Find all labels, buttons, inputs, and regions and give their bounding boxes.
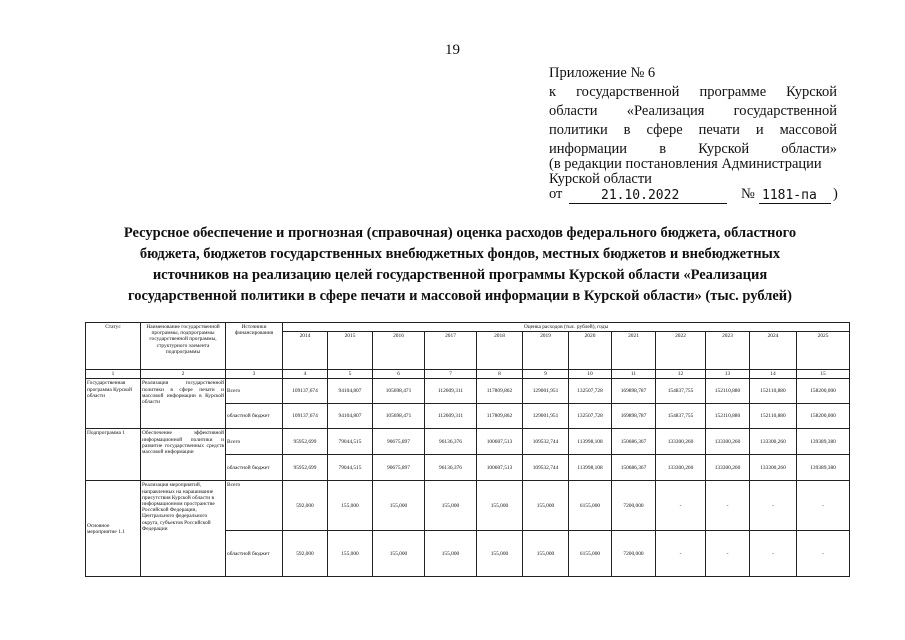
value-cell: 105698,471 [373,404,425,429]
row-source: Всего [226,429,283,455]
value-cell: 6155,000 [569,481,612,531]
row-name: Реализация государственной политики в сфере печати и массовой информации в Курской области [141,379,226,429]
col-number: 13 [706,370,750,379]
value-cell: 152110,880 [750,404,797,429]
value-cell: 169898,787 [612,404,656,429]
table-row [86,481,850,531]
value-cell: 139389,380 [797,455,850,481]
header-status: Статус [86,323,141,370]
value-cell: 155,000 [328,481,373,531]
value-cell: 95952,699 [283,429,328,455]
value-cell: 100607,513 [477,455,523,481]
value-cell: 90675,897 [373,455,425,481]
value-cell: 152110,880 [706,379,750,404]
value-cell: 152110,880 [706,404,750,429]
value-cell: 154837,755 [656,379,706,404]
value-cell: 94104,807 [328,379,373,404]
column-number-row [86,370,850,379]
number-prefix: № [741,186,755,202]
value-cell: 79044,515 [328,455,373,481]
appendix-revision-1: (в редакции постановления Администрации [549,156,822,172]
value-cell: 155,000 [477,481,523,531]
col-number: 14 [750,370,797,379]
value-cell: 155,000 [477,531,523,577]
document-heading [100,223,820,307]
value-cell: 154837,755 [656,404,706,429]
year-cell: 2024 [750,332,797,370]
value-cell: 133300,260 [750,455,797,481]
value-cell: 129001,951 [523,379,569,404]
year-cell: 2023 [706,332,750,370]
value-cell: 105698,471 [373,379,425,404]
value-cell: - [750,481,797,531]
value-cell: 117809,862 [477,404,523,429]
value-cell: 7200,000 [612,481,656,531]
year-cell: 2018 [477,332,523,370]
value-cell: - [706,531,750,577]
row-name: Обеспечение эффективной информационной политики и развитие государственных средств массовой информации [141,429,226,481]
value-cell: 150686,367 [612,455,656,481]
row-source: областной бюджет [226,455,283,481]
value-cell: 150686,367 [612,429,656,455]
year-cell: 2020 [569,332,612,370]
document-date: 21.10.2022 [601,188,680,203]
table-row [86,379,850,404]
col-number: 3 [226,370,283,379]
document-number: 1181-па [762,188,817,203]
col-number: 1 [86,370,141,379]
date-prefix: от [549,186,563,202]
value-cell: 169898,787 [612,379,656,404]
value-cell: 139389,380 [797,429,850,455]
value-cell: 113998,108 [569,429,612,455]
value-cell: 133300,260 [656,455,706,481]
value-cell: - [750,531,797,577]
value-cell: 592,000 [283,481,328,531]
value-cell: 100607,513 [477,429,523,455]
value-cell: 133300,260 [706,455,750,481]
value-cell: - [797,481,850,531]
year-cell: 2019 [523,332,569,370]
row-status: Основное мероприятие 1.1 [86,481,141,577]
value-cell: 109532,744 [523,429,569,455]
year-cell: 2022 [656,332,706,370]
value-cell: 113998,108 [569,455,612,481]
value-cell: - [706,481,750,531]
row-name: Реализация мероприятий, направленных на нарашивание присутствия Курской области в информационном пространстве Российской Федерации, Центрального федерального округа, субъектов Российской Федерации [141,481,226,577]
value-cell: 155,000 [523,531,569,577]
col-number: 2 [141,370,226,379]
value-cell: 6155,000 [569,531,612,577]
value-cell: 109137,674 [283,379,328,404]
value-cell: 7200,000 [612,531,656,577]
year-cell: 2025 [797,332,850,370]
value-cell: 96136,376 [425,429,477,455]
value-cell: 96136,376 [425,455,477,481]
year-cell: 2017 [425,332,477,370]
row-source: Всего [226,379,283,404]
value-cell: 155,000 [373,531,425,577]
value-cell: - [656,531,706,577]
appendix-line-3: политики в сфере печати и массовой [549,122,837,138]
number-underline [759,203,831,204]
col-number: 10 [569,370,612,379]
value-cell: 132507,728 [569,379,612,404]
value-cell: 155,000 [425,481,477,531]
row-status: Подпрограмма 1 [86,429,141,481]
value-cell: 155,000 [425,531,477,577]
value-cell: 109532,744 [523,455,569,481]
table-row [86,429,850,455]
appendix-line-4: информации в Курской области» [549,141,837,157]
col-number: 7 [425,370,477,379]
value-cell: 90675,897 [373,429,425,455]
value-cell: 158200,000 [797,379,850,404]
year-cell: 2015 [328,332,373,370]
value-cell: 112609,311 [425,379,477,404]
year-cell: 2014 [283,332,328,370]
col-number: 15 [797,370,850,379]
page-number: 19 [445,42,460,58]
col-number: 12 [656,370,706,379]
heading-line-4: государственной политики в сфере печати и массовой информации в Курской области» (тыс. рублей) [128,288,792,304]
col-number: 8 [477,370,523,379]
value-cell: 133300,260 [656,429,706,455]
row-source: областной бюджет [226,531,283,577]
value-cell: 117809,862 [477,379,523,404]
value-cell: 129001,951 [523,404,569,429]
col-number: 11 [612,370,656,379]
row-status: Государственная программа Курской области [86,379,141,429]
heading-line-3: источников на реализацию целей государственной программы Курской области «Реализация [152,267,768,283]
value-cell: 132507,728 [569,404,612,429]
year-cell: 2021 [612,332,656,370]
appendix-date-line [549,186,839,206]
value-cell: 109137,674 [283,404,328,429]
value-cell: 95952,699 [283,455,328,481]
col-number: 9 [523,370,569,379]
appendix-line-1: к государственной программе Курской [549,84,837,100]
year-cell: 2016 [373,332,425,370]
value-cell: 152110,880 [750,379,797,404]
appendix-line-2: области «Реализация государственной [549,103,837,119]
value-cell: 79044,515 [328,429,373,455]
value-cell: 94104,807 [328,404,373,429]
value-cell: 133300,260 [706,429,750,455]
header-sources: Источники финансирования [226,323,283,370]
value-cell: 592,000 [283,531,328,577]
col-number: 5 [328,370,373,379]
row-source: Всего [226,481,283,531]
resource-table [85,322,850,577]
col-number: 4 [283,370,328,379]
col-number: 6 [373,370,425,379]
value-cell: 155,000 [523,481,569,531]
heading-line-1: Ресурсное обеспечение и прогнозная (справочная) оценка расходов федерального бюджета, областного [123,225,797,241]
date-closing: ) [833,186,838,202]
appendix-revision-2: Курской области [549,171,652,187]
value-cell: - [656,481,706,531]
appendix-title: Приложение № 6 [549,65,656,81]
value-cell: 112609,311 [425,404,477,429]
heading-line-2: бюджета, бюджетов государственных внебюджетных фондов, местных бюджетов и внебюджетных [139,246,781,262]
header-estimate: Оценка расходов (тыс. рублей), годы [283,323,850,332]
row-source: областной бюджет [226,404,283,429]
value-cell: 158200,000 [797,404,850,429]
header-name: Наименование государственной программы, подпрограммы государственной программы, структурного элемента подпрограммы [141,323,226,370]
table-header-row [86,323,850,332]
value-cell: 155,000 [373,481,425,531]
value-cell: - [797,531,850,577]
value-cell: 155,000 [328,531,373,577]
value-cell: 133300,260 [750,429,797,455]
date-underline [569,203,727,204]
